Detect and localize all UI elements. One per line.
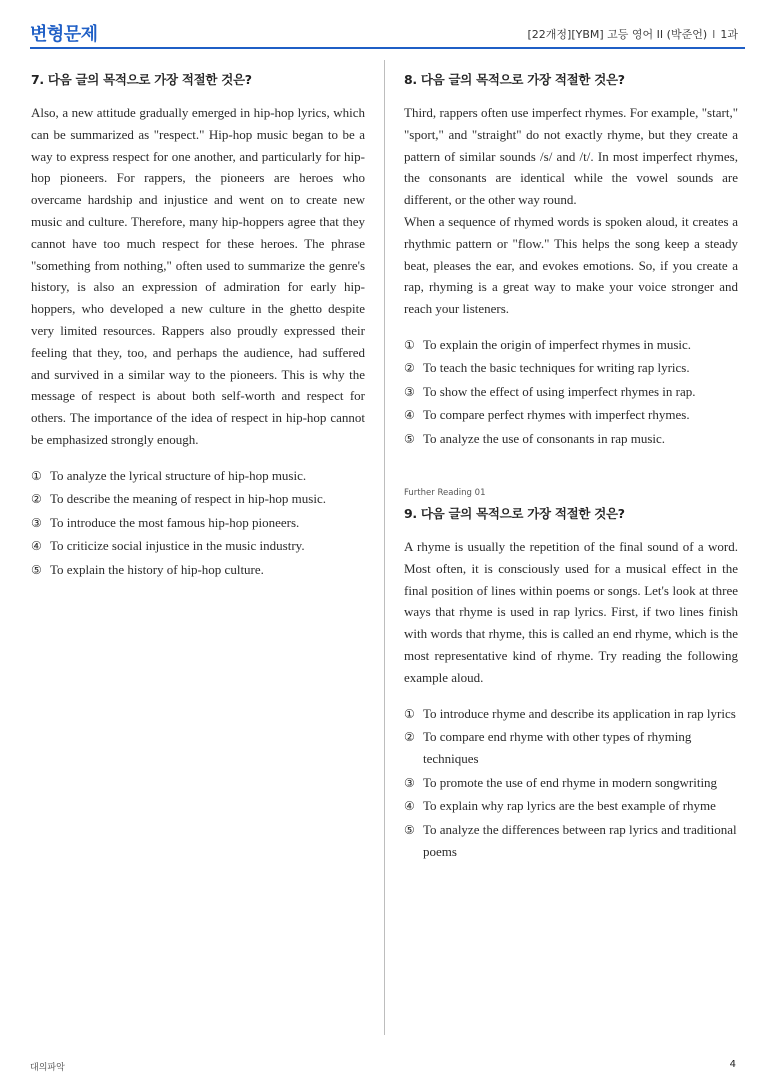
passage-paragraph: When a sequence of rhymed words is spoken aloud, it creates a rhythmic pattern or "flow." This helps the song keep a steady beat, pleases the ear, and evokes emotions. So, if you create a rap, rhyming is a great way to make your voice stronger and reach your listeners.	[404, 213, 738, 317]
option-text: To describe the meaning of respect in hip-hop music.	[50, 491, 326, 507]
option-number: ⑤	[404, 822, 415, 837]
footer-publisher: 대의파악	[30, 1063, 65, 1073]
option-item[interactable]	[404, 726, 738, 770]
option-text: To explain the origin of imperfect rhymes in music.	[423, 336, 692, 352]
option-item[interactable]	[31, 488, 365, 510]
option-number: ①	[404, 337, 415, 352]
left-column	[31, 70, 365, 582]
lesson-label: 1과	[720, 28, 738, 41]
option-text: To teach the basic techniques for writing rap lyrics.	[423, 360, 690, 376]
book-title: [22개정][YBM] 고등 영어 II (박준언)	[527, 28, 708, 41]
option-number: ①	[31, 468, 42, 483]
option-item[interactable]	[31, 512, 365, 534]
option-item[interactable]	[404, 795, 738, 817]
option-text: To analyze the use of consonants in rap music.	[423, 430, 666, 446]
option-text: To criticize social injustice in the music industry.	[50, 538, 305, 554]
option-number: ③	[404, 775, 415, 790]
question-7-options	[31, 465, 365, 581]
question-9-passage: A rhyme is usually the repetition of the final sound of a word. Most often, it is consciously used for a musical effect in the final position of lines within poems or songs. Let's look at three ways that rhyme is used in rap lyrics. First, if two lines finish with words that rhyme, this is called an end rhyme, which is the most representative kind of rhyme. Try reading the following example aloud.	[404, 538, 738, 685]
option-item[interactable]	[31, 535, 365, 557]
question-7-passage: Also, a new attitude gradually emerged in hip-hop lyrics, which can be summarized as "respect." Hip-hop music began to be a way to express respect for one another, and particularly for hip-hop pioneers. For rappers, the pioneers are heroes who overcame hardship and injustice and went on to create new music and culture. Therefore, many hip-hoppers agree that they cannot have too much respect for these heroes. The phrase "something from nothing," often used to summarize the genre's history, is also an expression of admiration for early hip-hoppers, who developed a new culture in the ghetto despite very limited resources. Rappers also proudly expressed their feeling that they, too, and perhaps the audience, had suffered and survived in a similar way to the pioneers. This is why the message of respect is about both self-worth and respect for others. The importance of the idea of respect in hip-hop cannot be emphasized strongly enough.	[31, 105, 365, 447]
option-text: To promote the use of end rhyme in modern songwriting	[423, 774, 718, 790]
option-item[interactable]	[404, 357, 738, 379]
question-8-passage	[404, 102, 738, 320]
option-item[interactable]	[31, 465, 365, 487]
option-number: ④	[404, 799, 415, 814]
option-text: To analyze the lyrical structure of hip-hop music.	[50, 467, 307, 483]
option-number: ②	[404, 361, 415, 376]
option-text: To analyze the differences between rap lyrics and traditional poems	[423, 821, 737, 859]
column-divider	[384, 60, 385, 1035]
option-item[interactable]	[404, 334, 738, 356]
option-item[interactable]	[404, 819, 738, 863]
option-text: To show the effect of using imperfect rhymes in rap.	[423, 383, 696, 399]
brand-title: 변형문제	[30, 24, 98, 45]
option-number: ③	[404, 384, 415, 399]
option-text: To explain why rap lyrics are the best example of rhyme	[423, 798, 716, 814]
option-number: ⑤	[404, 431, 415, 446]
option-item[interactable]	[404, 381, 738, 403]
question-7-title: 7. 다음 글의 목적으로 가장 적절한 것은?	[31, 72, 252, 87]
option-item[interactable]	[31, 559, 365, 581]
option-item[interactable]	[404, 772, 738, 794]
further-reading-label: Further Reading 01	[404, 487, 486, 498]
option-number: ②	[404, 730, 415, 745]
option-item[interactable]	[404, 703, 738, 725]
question-8-title: 8. 다음 글의 목적으로 가장 적절한 것은?	[404, 72, 625, 87]
header-rule	[30, 47, 745, 49]
question-9-title: 9. 다음 글의 목적으로 가장 적절한 것은?	[404, 505, 625, 521]
option-text: To compare perfect rhymes with imperfect rhymes.	[423, 407, 690, 423]
header-separator: I	[712, 28, 716, 41]
option-number: ①	[404, 706, 415, 721]
option-number: ②	[31, 492, 42, 507]
option-text: To compare end rhyme with other types of rhyming techniques	[423, 729, 692, 767]
option-item[interactable]	[404, 428, 738, 450]
passage-paragraph: Third, rappers often use imperfect rhymes. For example, "start," "sport," and "straight" do not exactly rhyme, but they create a pattern of similar sounds /s/ and /t/. In most imperfect rhymes, the consonants are identical while the vowel sounds are different, or the other way round.	[404, 105, 738, 208]
option-number: ④	[31, 539, 42, 554]
question-8-options	[404, 334, 738, 450]
right-column	[404, 70, 738, 864]
header-info	[528, 26, 739, 42]
page-number: 4	[729, 1059, 736, 1070]
option-number: ⑤	[31, 562, 42, 577]
page-header	[0, 0, 768, 50]
question-9-options	[404, 703, 738, 863]
option-text: To introduce the most famous hip-hop pioneers.	[50, 514, 300, 530]
option-number: ③	[31, 515, 42, 530]
option-number: ④	[404, 408, 415, 423]
option-text: To explain the history of hip-hop culture.	[50, 561, 264, 577]
option-item[interactable]	[404, 404, 738, 426]
option-text: To introduce rhyme and describe its application in rap lyrics	[423, 705, 736, 721]
